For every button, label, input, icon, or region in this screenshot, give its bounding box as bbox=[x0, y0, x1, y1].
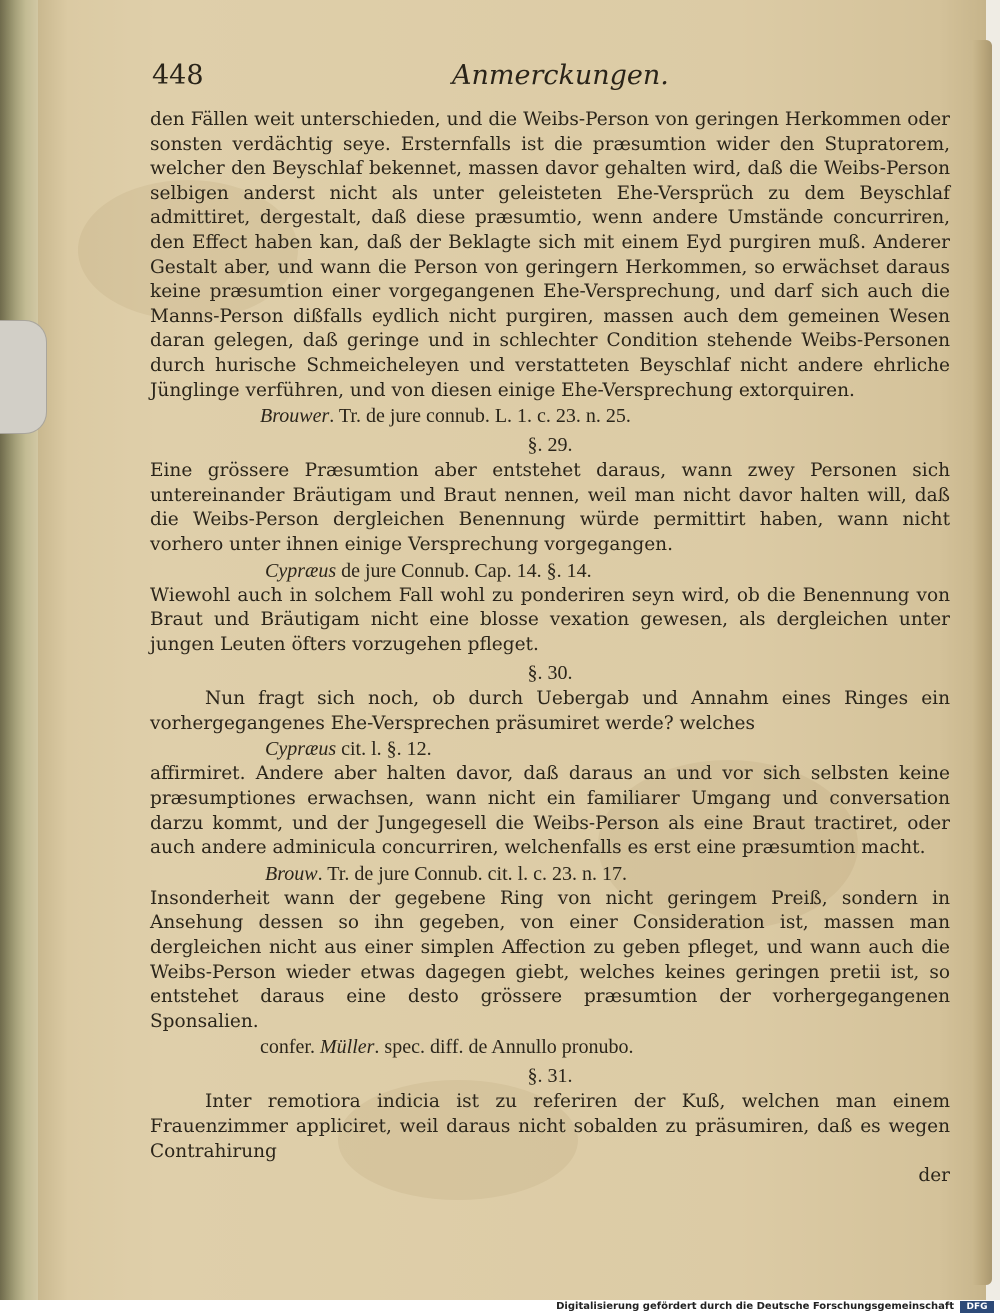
paragraph: Wiewohl auch in solchem Fall wohl zu ponderiren seyn wird, ob die Benennung von Braut und Bräutigam nicht eine blosse vexation gewesen, als dergleichen unter jungen Leuten öfters vorzugehen pfleget. bbox=[150, 584, 950, 655]
section-heading: §. 31. bbox=[527, 1065, 573, 1088]
citation bbox=[150, 736, 950, 762]
citation-author: Brouwer bbox=[260, 405, 330, 428]
citation-reference: . Tr. de jure connub. L. 1. c. 23. n. 25. bbox=[329, 405, 631, 428]
page-header bbox=[152, 60, 962, 102]
citation-author: Brouw bbox=[265, 862, 318, 885]
citation-reference: . Tr. de jure Connub. cit. l. c. 23. n. 17. bbox=[317, 862, 628, 885]
running-title: Anmerckungen. bbox=[452, 60, 669, 91]
page-edge bbox=[972, 40, 992, 1285]
funding-credit: Digitalisierung gefördert durch die Deutsche Forschungsgemeinschaft bbox=[556, 1301, 954, 1312]
citation bbox=[150, 861, 950, 887]
footer-bar bbox=[0, 1300, 1000, 1315]
citation bbox=[150, 558, 950, 584]
citation bbox=[150, 1034, 950, 1060]
paragraph: Eine grössere Præsumtion aber entstehet daraus, wann zwey Personen sich untereinander Bräutigam und Braut nennen, weil man nicht davor halten will, daß die Weibs-Person dergleichen Benennung würde permittirt haben, wann nicht vorhero unter ihnen einige Versprechung vorgegangen. bbox=[150, 460, 950, 555]
citation-reference: de jure Connub. Cap. 14. §. 14. bbox=[336, 559, 592, 582]
citation-reference: cit. l. §. 12. bbox=[336, 738, 432, 761]
page-number: 448 bbox=[152, 60, 204, 91]
book-binding bbox=[0, 0, 40, 1315]
catchword: der bbox=[918, 1165, 950, 1187]
page-body bbox=[150, 108, 950, 1189]
section-heading: §. 29. bbox=[527, 434, 573, 457]
paragraph: affirmiret. Andere aber halten davor, daß daraus an und vor sich selbsten keine præsumptiones erwachsen, wann nicht ein familiarer Umgang und conversation darzu kommt, und der Jungegesell die Weibs-Person als eine Braut tractiret, oder auch andere adminicula concurriren, welchenfalls es erst eine præsumtion macht. bbox=[150, 763, 950, 859]
paragraph: den Fällen weit unterschieden, und die Weibs-Person von geringen Herkommen oder sonsten verdächtig seye. Ersternfalls ist die præsumtion wider den Stupratorem, welcher den Beyschlaf bekennet, massen davor gehalten wird, daß die Weibs-Person selbigen anderst nicht als unter geleisteten Ehe-Versprüch zu dem Beyschlaf admittiret, dergestalt, daß diese præsumtio, wenn andere Umstände concurriren, den Effect haben kan, daß der Beklagte sich mit einem Eyd purgiren muß. Anderer Gestalt aber, und wann die Person von geringern Herkommen, so erwächset daraus keine præsumtion einer vorgegangenen Ehe-Versprechung, und darf sich auch die Manns-Person dißfalls eydlich nicht purgiren, massen auch dem gemeinen Wesen daran gelegen, daß geringe und in schlechter Condition stehende Weibs-Personen durch hurische Schmeicheleyen und verstatteten Beyschlaf nicht andere ehrliche Jünglinge verführen, und von diesen einige Ehe-Versprechung extorquiren. bbox=[150, 109, 950, 401]
citation-author: Cypræus bbox=[265, 559, 337, 582]
paragraph: Nun fragt sich noch, ob durch Uebergab und Annahm eines Ringes ein vorhergegangenes Ehe-Versprechen präsumiret werde? welches bbox=[150, 688, 950, 734]
paragraph: Inter remotiora indicia ist zu referiren der Kuß, welchen man einem Frauenzimmer appliciret, weil daraus nicht sobalden zu präsumiren, daß es wegen Contrahirung bbox=[150, 1091, 950, 1162]
binding-clip bbox=[0, 320, 47, 434]
citation-author: Müller bbox=[319, 1036, 375, 1059]
paragraph: Insonderheit wann der gegebene Ring von nicht geringem Preiß, sondern in Ansehung dessen so ihn gegeben, von einer Consideration ist, massen man dergleichen nicht aus einer simplen Affection zu geben pfleget, und wann auch die Weibs-Person wieder etwas dagegen giebt, welches keines geringen pretii ist, so entstehet daraus eine desto grössere præsumtion der vorhergegangenen Sponsalien. bbox=[150, 887, 950, 1032]
citation-reference: . spec. diff. de Annullo pronubo. bbox=[374, 1036, 634, 1059]
citation-prefix: confer. bbox=[260, 1036, 320, 1059]
citation-author: Cypræus bbox=[265, 738, 337, 761]
section-heading: §. 30. bbox=[527, 662, 573, 685]
citation bbox=[150, 403, 950, 429]
dfg-logo: DFG bbox=[960, 1301, 994, 1313]
